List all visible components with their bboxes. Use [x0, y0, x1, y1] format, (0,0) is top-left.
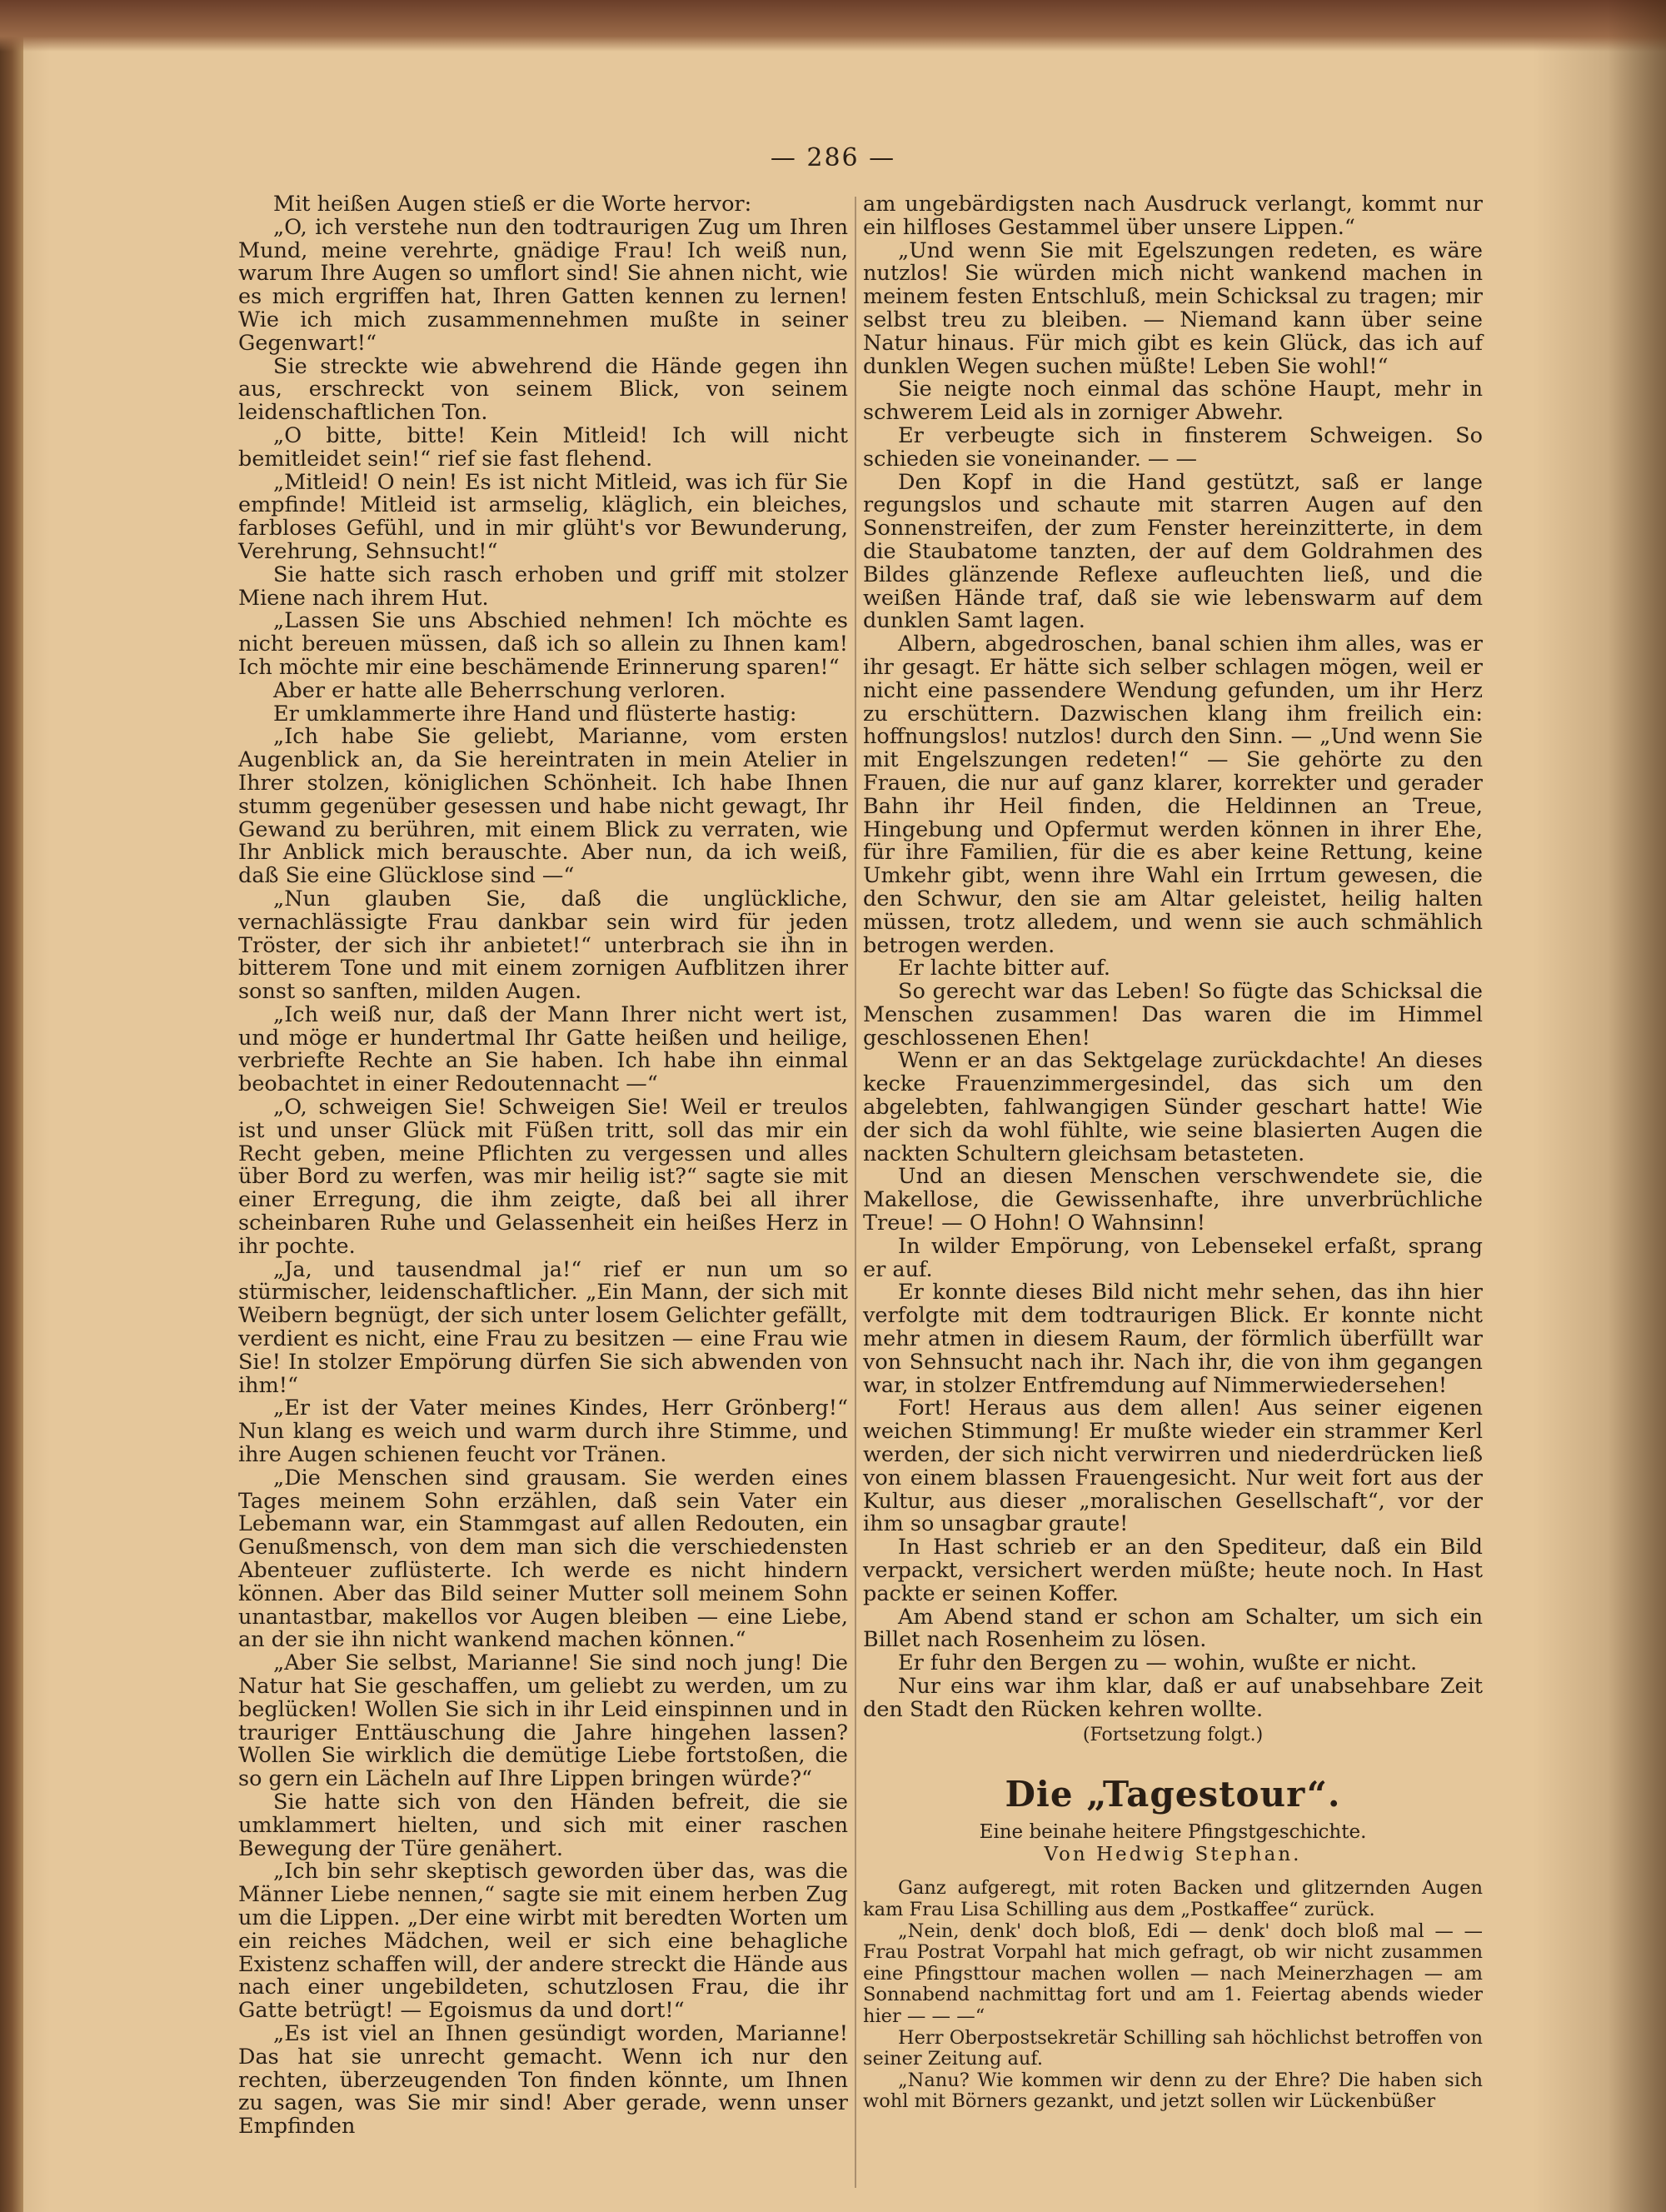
paragraph: „Aber Sie selbst, Marianne! Sie sind noch jung! Die Natur hat Sie geschaffen, um geliebt zu werden, um zu beglücken! Wollen Sie sich in ihr Leid einspinnen und in trauriger Enttäuschung die Jahre hingehen lassen? Wollen Sie wirklich die demütige Liebe fortstoßen, die so gern ein Lächeln auf Ihre Lippen bringen würde?“: [238, 1650, 848, 1792]
paragraph: Mit heißen Augen stieß er die Worte hervor:: [273, 192, 752, 217]
paragraph: „Ich habe Sie geliebt, Marianne, vom ersten Augenblick an, da Sie hereintraten in mein Atelier in Ihrer stolzen, königlichen Schönheit. Ich habe Ihnen stumm gegenüber gesessen und habe nicht gewagt, Ihr Gewand zu berühren, mit einem Blick zu verraten, wie Ihr Anblick mich berauschte. Aber nun, da ich weiß, daß Sie eine Glücklose sind —“: [238, 724, 848, 889]
paragraph: „Ich bin sehr skeptisch geworden über das, was die Männer Liebe nennen,“ sagte sie mit einem herben Zug um die Lippen. „Der eine wirbt mit beredten Worten um ein reiches Mädchen, weil er sich eine behagliche Existenz schaffen will, der andere streckt die Hände aus nach einer ungebildeten, schutzlosen Frau, die ihr Gatte betrügt! — Egoismus da und dort!“: [238, 1859, 848, 2024]
paragraph: Er fuhr den Bergen zu — wohin, wußte er nicht.: [898, 1650, 1418, 1676]
paragraph: Er lachte bitter auf.: [898, 956, 1111, 981]
paragraph: „Ja, und tausendmal ja!“ rief er nun um so stürmischer, leidenschaftlicher. „Ein Mann, der sich mit Weibern begnügt, der sich unter losem Gelichter gefällt, verdient es nicht, eine Frau zu besitzen — eine Frau wie Sie! In stolzer Empörung dürfen Sie sich abwenden von ihm!“: [238, 1256, 848, 1398]
continuation-note: (Fortsetzung folgt.): [1082, 1724, 1264, 1745]
paragraph: „Er ist der Vater meines Kindes, Herr Grönberg!“ Nun klang es weich und warm durch ihre Stimme, und ihre Augen schienen feucht vor Tränen.: [238, 1396, 848, 1468]
book-binding: [0, 0, 23, 2212]
story-title: Die „Tagestour“.: [1005, 1774, 1341, 1815]
story-subtitle: Eine beinahe heitere Pfingstgeschichte.: [979, 1821, 1367, 1844]
paragraph: „Nun glauben Sie, daß die unglückliche, vernachlässigte Frau dankbar sein wird für jeden Tröster, der sich ihr anbietet!“ unterbrach sie ihn in bitterem Tone und mit einem zornigen Aufblitzen ihrer sonst so sanften, milden Augen.: [238, 886, 848, 1005]
paragraph: Sie hatte sich von den Händen befreit, die sie umklammert hielten, und sich mit einer raschen Bewegung der Türe genähert.: [238, 1789, 848, 1861]
left-column: [238, 193, 848, 2139]
paragraph: „Nein, denk' doch bloß, Edi — denk' doch bloß mal — — Frau Postrat Vorpahl hat mich gefragt, ob wir nicht zusammen eine Pfingsttour machen wollen — nach Meinerzhagen — am Sonnabend nachmittag fort und am 1. Feiertag abends wieder hier — — —“: [863, 1920, 1483, 2027]
paragraph: „Mitleid! O nein! Es ist nicht Mitleid, was ich für Sie empfinde! Mitleid ist armselig, kläglich, ein bleiches, farbloses Gefühl, und in mir glüht's vor Bewunderung, Verehrung, Sehnsucht!“: [238, 469, 848, 564]
right-column: [863, 193, 1483, 2113]
paragraph: „Es ist viel an Ihnen gesündigt worden, Marianne! Das hat sie unrecht gemacht. Wenn ich nur den rechten, überzeugenden Ton finden könnte, um Ihnen zu sagen, was Sie mir sind! Aber gerade, wenn unser Empfinden: [238, 2020, 848, 2140]
paragraph: Aber er hatte alle Beherrschung verloren.: [273, 677, 726, 703]
paragraph: Am Abend stand er schon am Schalter, um sich ein Billet nach Rosenheim zu lösen.: [863, 1604, 1483, 1653]
paragraph: „Lassen Sie uns Abschied nehmen! Ich möchte es nicht bereuen müssen, daß ich so allein zu Ihnen kam! Ich möchte mir eine beschämende Erinnerung sparen!“: [238, 608, 848, 680]
story-text: [863, 1878, 1483, 2113]
paragraph: So gerecht war das Leben! So fügte das Schicksal die Menschen zusammen! Das waren die im Himmel geschlossenen Ehen!: [863, 979, 1483, 1051]
paragraph: Den Kopf in die Hand gestützt, saß er lange regungslos und schaute mit starren Augen auf den Sonnenstreifen, der zum Fenster hereinzitterte, in dem die Staubatome tanzten, der auf dem Goldrahmen des Bildes glänzende Reflexe aufleuchten ließ, und die weißen Hände traf, daß sie wie lebenswarm auf dem dunklen Samt lagen.: [863, 469, 1483, 634]
paragraph: Er verbeugte sich in finsterem Schweigen. So schieden sie voneinander. — —: [863, 422, 1483, 472]
paragraph: Wenn er an das Sektgelage zurückdachte! An dieses kecke Frauenzimmergesindel, das sich um den abgelebten, fahlwangigen Sünder geschart hatte! Wie der sich da wohl fühlte, wie seine blasierten Augen die nackten Schultern gleichsam betasteten.: [863, 1048, 1483, 1166]
paragraph: „O bitte, bitte! Kein Mitleid! Ich will nicht bemitleidet sein!“ rief sie fast flehend.: [238, 422, 848, 472]
page-number: — 286 —: [770, 143, 896, 172]
story-author: Von Hedwig Stephan.: [1044, 1844, 1302, 1866]
paragraph: „O, schweigen Sie! Schweigen Sie! Weil er treulos ist und unser Glück mit Füßen tritt, soll das mir ein Recht geben, meine Pflichten zu vergessen und alles über Bord zu werfen, was mir heilig ist?“ sagte sie mit einer Erregung, die ihm zeigte, daß bei all ihrer scheinbaren Ruhe und Gelassenheit ein heißes Herz in ihr pochte.: [238, 1095, 848, 1259]
paragraph: „Die Menschen sind grausam. Sie werden eines Tages meinem Sohn erzählen, daß sein Vater ein Lebemann war, ein Stammgast auf allen Redouten, ein Genußmensch, von dem man sich die verschiedensten Abenteuer zuflüsterte. Ich werde es nicht hindern können. Aber das Bild seiner Mutter soll meinem Sohn unantastbar, makellos vor Augen bleiben — eine Liebe, an der sie ihn nicht wankend machen können.“: [238, 1465, 848, 1653]
paragraph: am ungebärdigsten nach Ausdruck verlangt, kommt nur ein hilfloses Gestammel über unsere Lippen.“: [863, 192, 1483, 240]
paragraph: Fort! Heraus aus dem allen! Aus seiner eigenen weichen Stimmung! Er mußte wieder ein strammer Kerl werden, der sich nicht verwirren und niederdrücken ließ von einem blassen Frauengesicht. Nur weit fort aus der Kultur, aus dieser „moralischen Gesellschaft“, vor der ihm so unsagbar graute!: [863, 1396, 1483, 1537]
paragraph: Ganz aufgeregt, mit roten Backen und glitzernden Augen kam Frau Lisa Schilling aus dem „Postkaffee“ zurück.: [863, 1877, 1483, 1920]
paragraph: „Und wenn Sie mit Egelszungen redeten, es wäre nutzlos! Sie würden mich nicht wankend machen in meinem festen Entschluß, mein Schicksal zu tragen; mir selbst treu zu bleiben. — Niemand kann über seine Natur hinaus. Für mich gibt es kein Glück, das ich auf dunklen Wegen suchen müßte! Leben Sie wohl!“: [863, 237, 1483, 379]
paragraph: Und an diesen Menschen verschwendete sie, die Makellose, die Gewissenhafte, ihre unverbrüchliche Treue! — O Hohn! O Wahnsinn!: [863, 1164, 1483, 1236]
column-divider: [855, 197, 856, 2188]
paragraph: Albern, abgedroschen, banal schien ihm alles, was er ihr gesagt. Er hätte sich selber schlagen mögen, weil er nicht eine passendere Wendung gefunden, um ihr Herz zu erschüttern. Dazwischen klang ihm freilich ein: hoffnungslos! nutzlos! durch den Sinn. — „Und wenn Sie mit Engelszungen redeten!“ — Sie gehörte zu den Frauen, die nur auf ganz klarer, korrekter und gerader Bahn ihr Heil finden, die Heldinnen an Treue, Hingebung und Opfermut werden können in ihrer Ehe, für ihre Familien, für die es aber keine Rettung, keine Umkehr gibt, wenn ihre Wahl ein Irrtum gewesen, die den Schwur, den sie am Altar geleistet, heilig halten müssen, trotz alledem, und wenn sie auch schmählich betrogen werden.: [863, 632, 1483, 958]
paragraph: Nur eins war ihm klar, daß er auf unabsehbare Zeit den Stadt den Rücken kehren wollte.: [863, 1674, 1483, 1722]
paragraph: Er konnte dieses Bild nicht mehr sehen, das ihn hier verfolgte mit dem todtraurigen Blick. Er konnte nicht mehr atmen in diesem Raum, der förmlich überfüllt war von Sehnsucht nach ihr. Nach ihr, die von ihm gegangen war, in stolzer Entfremdung auf Nimmerwiedersehen!: [863, 1280, 1483, 1398]
paragraph: „Nanu? Wie kommen wir denn zu der Ehre? Die haben sich wohl mit Börners gezankt, und jetzt sollen wir Lückenbüßer: [863, 2069, 1483, 2113]
top-edge-band: [0, 0, 1666, 52]
paragraph: In Hast schrieb er an den Spediteur, daß ein Bild verpackt, versichert werden müßte; heute noch. In Hast packte er seinen Koffer.: [863, 1535, 1483, 1606]
paragraph: „Ich weiß nur, daß der Mann Ihrer nicht wert ist, und möge er hundertmal Ihr Gatte heißen und heilige, verbriefte Rechte an Sie haben. Ich habe ihn einmal beobachtet in einer Redoutennacht —“: [238, 1001, 848, 1097]
paragraph: Er umklammerte ihre Hand und flüsterte hastig:: [273, 701, 797, 727]
paragraph: Sie streckte wie abwehrend die Hände gegen ihn aus, erschreckt von seinem Blick, von seinem leidenschaftlichen Ton.: [238, 353, 848, 426]
paragraph: In wilder Empörung, von Lebensekel erfaßt, sprang er auf.: [863, 1233, 1483, 1282]
page-edge-shadow: [1608, 0, 1666, 2212]
right-column-text: [863, 193, 1483, 1722]
paragraph: Sie hatte sich rasch erhoben und griff mit stolzer Miene nach ihrem Hut.: [238, 562, 848, 611]
paragraph: Herr Oberpostsekretär Schilling sah höchlichst betroffen von seiner Zeitung auf.: [863, 2026, 1483, 2070]
paragraph: Sie neigte noch einmal das schöne Haupt, mehr in schwerem Leid als in zorniger Abwehr.: [863, 377, 1483, 426]
paragraph: „O, ich verstehe nun den todtraurigen Zug um Ihren Mund, meine verehrte, gnädige Frau! Ich weiß nun, warum Ihre Augen so umflort sind! Sie ahnen nicht, wie es mich ergriffen hat, Ihren Gatten kennen zu lernen! Wie ich mich zusammennehmen mußte in seiner Gegenwart!“: [238, 214, 848, 356]
